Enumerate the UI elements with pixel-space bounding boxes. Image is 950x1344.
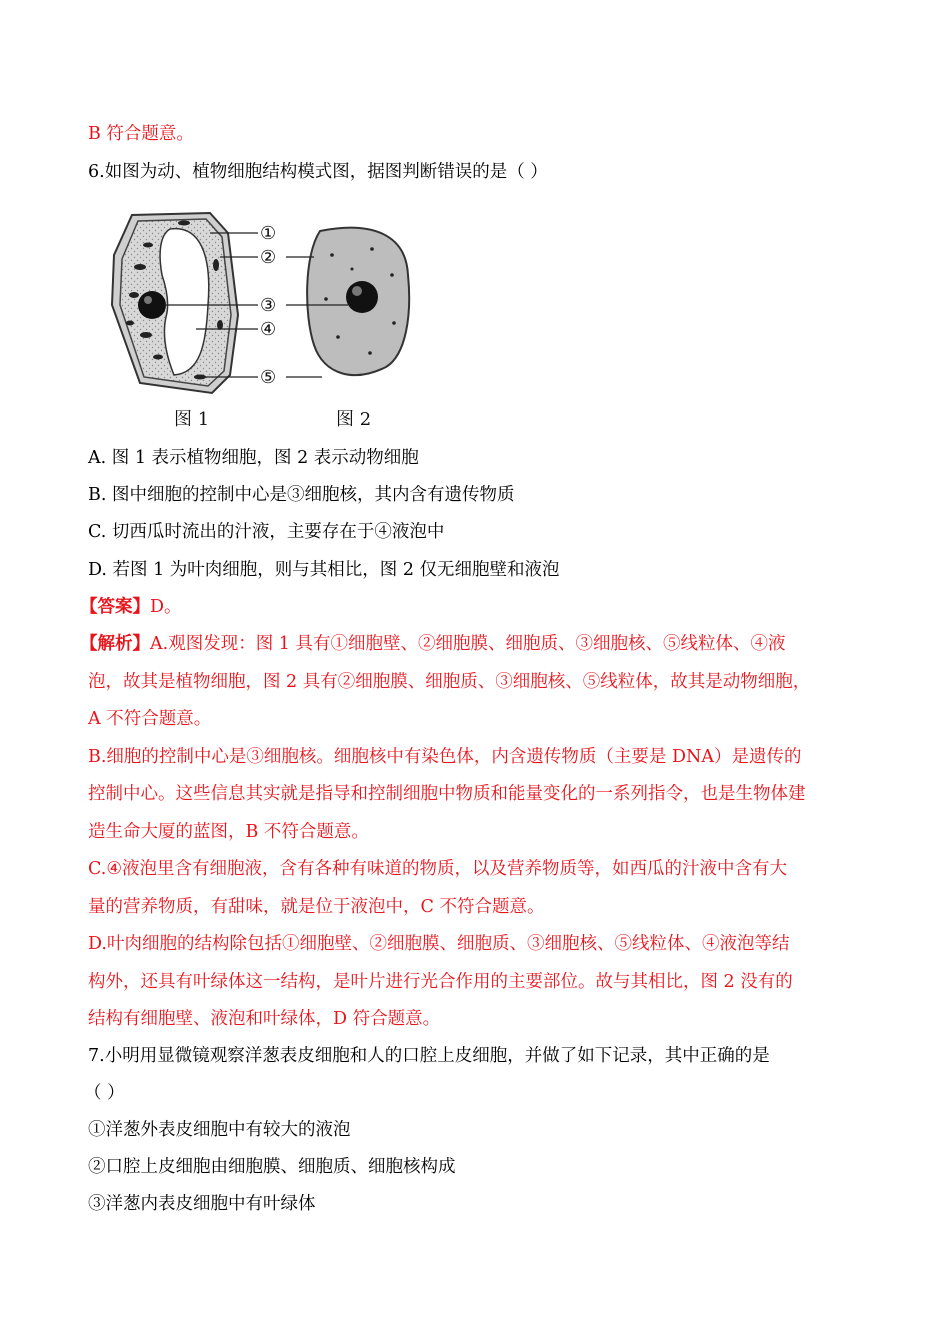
q7-statement-1: ①洋葱外表皮细胞中有较大的液泡: [88, 1120, 351, 1140]
explanation-line-1: 【解析】A.观图发现：图 1 具有①细胞壁、②细胞膜、细胞质、③细胞核、⑤线粒体、④液: [80, 634, 786, 654]
cell-diagram: [100, 205, 440, 435]
option-c: C. 切西瓜时流出的汁液，主要存在于④液泡中: [88, 522, 445, 542]
q7-statement-3: ③洋葱内表皮细胞中有叶绿体: [88, 1194, 316, 1214]
answer-tag: 【答案】: [80, 597, 150, 617]
label-1: ①: [260, 223, 277, 244]
label-2: ②: [260, 247, 277, 268]
option-a: A. 图 1 表示植物细胞，图 2 表示动物细胞: [88, 448, 419, 468]
label-3: ③: [260, 295, 277, 316]
explanation-line-10: 构外，还具有叶绿体这一结构，是叶片进行光合作用的主要部位。故与其相比，图 2 没有的: [88, 972, 793, 992]
explanation-line-6: 造生命大厦的蓝图，B 不符合题意。: [88, 822, 369, 842]
prev-answer-tail: B 符合题意。: [88, 124, 194, 144]
figure-2-caption: 图 2: [336, 409, 372, 430]
explanation-tag: 【解析】: [80, 634, 150, 654]
answer-value: D。: [150, 597, 182, 617]
animal-cell: [307, 228, 409, 375]
question-6-stem: 6.如图为动、植物细胞结构模式图，据图判断错误的是（ ）: [88, 162, 548, 182]
figure-1-caption: 图 1: [174, 409, 210, 430]
explanation-line-9: D.叶肉细胞的结构除包括①细胞壁、②细胞膜、细胞质、③细胞核、⑤线粒体、④液泡等结: [88, 934, 790, 954]
option-b: B. 图中细胞的控制中心是③细胞核，其内含有遗传物质: [88, 485, 515, 505]
label-4: ④: [260, 319, 277, 340]
explanation-line-4: B.细胞的控制中心是③细胞核。细胞核中有染色体，内含遗传物质（主要是 DNA）是遗传的: [88, 747, 802, 767]
plant-cell: [112, 213, 238, 393]
question-7-paren: （ ）: [84, 1083, 125, 1103]
explanation-line-3: A 不符合题意。: [88, 709, 212, 729]
explanation-line-2: 泡，故其是植物细胞，图 2 具有②细胞膜、细胞质、③细胞核、⑤线粒体，故其是动物细胞，: [88, 672, 811, 692]
explanation-line-11: 结构有细胞壁、液泡和叶绿体，D 符合题意。: [88, 1009, 441, 1029]
q7-statement-2: ②口腔上皮细胞由细胞膜、细胞质、细胞核构成: [88, 1157, 456, 1177]
option-d: D. 若图 1 为叶肉细胞，则与其相比，图 2 仅无细胞壁和液泡: [88, 560, 560, 580]
explanation-line-5: 控制中心。这些信息其实就是指导和控制细胞中物质和能量变化的一系列指令，也是生物体建: [88, 784, 806, 804]
explanation-line-8: 量的营养物质，有甜味，就是位于液泡中，C 不符合题意。: [88, 897, 545, 917]
answer-line: [80, 595, 182, 619]
label-5: ⑤: [260, 367, 277, 388]
question-7-stem: 7.小明用显微镜观察洋葱表皮细胞和人的口腔上皮细胞，并做了如下记录，其中正确的是: [88, 1046, 770, 1066]
explanation-line-7: C.④液泡里含有细胞液，含有各种有味道的物质，以及营养物质等，如西瓜的汁液中含有大: [88, 859, 788, 879]
